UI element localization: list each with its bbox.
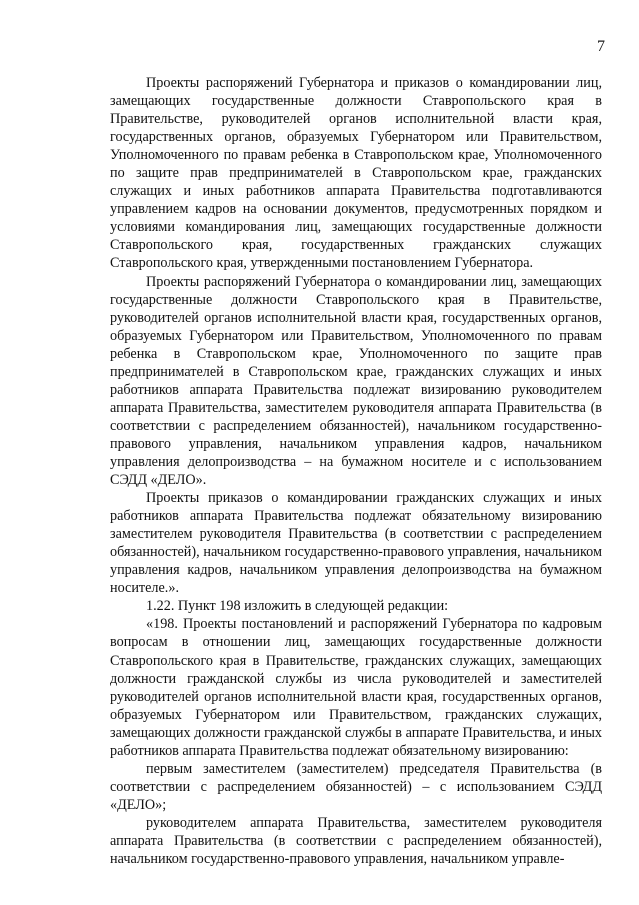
paragraph-business-trip-preparation: Проекты распоряжений Губернатора и приказов о командировании лиц, замещающих государственные должности Ставропольского края в Правительстве, руководителей органов исполнительной власти края, государственных органов, образуемых Губернатором или Правительством, Уполномоченного по правам ребенка в Ставропольском крае, Уполномоченного по защите прав предпринимателей в Ставропольском крае, гражданских служащих и иных работников аппарата Правительства подготавливаются управлением кадров на основании документов, предусмотренных порядком и условиями командирования лиц, замещающих государственные должности Ставропольского края, государственных гражданских служащих Ставропольского края, утвержденными постановлением Губернатора.	[110, 75, 602, 272]
document-body	[110, 74, 602, 868]
paragraph-governor-orders-approval: Проекты распоряжений Губернатора о командировании лиц, замещающих государственные должности Ставропольского края в Правительстве, руководителей органов исполнительной власти края, государственных органов, образуемых Губернатором или Правительством, Уполномоченного по правам ребенка в Ставропольском крае, Уполномоченного по защите прав предпринимателей в Ставропольском крае, гражданских служащих и иных работников аппарата Правительства подлежат визированию руководителем аппарата Правительства, заместителем руководителя аппарата Правительства (в соответствии с распределением обязанностей), начальником государственно-правового управления, начальником управления кадров, начальником управления делопроизводства – на бумажном носителе и с использованием СЭДД «ДЕЛО».	[110, 273, 602, 489]
paragraph-clause-198: «198. Проекты постановлений и распоряжений Губернатора по кадровым вопросам в отношении лиц, замещающих государственные должности Ставропольского края в Правительстве, гражданских служащих, замещающих должности гражданской службы из числа руководителей и заместителей руководителей органов исполнительной власти края, государственных органов, образуемых Губернатором или Правительством, гражданских служащих, замещающих должности гражданской службы в аппарате Правительства, и иных работников аппарата Правительства подлежат обязательному визированию:	[110, 616, 602, 759]
page-number: 7	[597, 38, 605, 55]
paragraph-first-deputy-approval: первым заместителем (заместителем) председателя Правительства (в соответствии с распределением обязанностей) – с использованием СЭДД «ДЕЛО»;	[110, 760, 602, 813]
paragraph-staff-orders-approval: Проекты приказов о командировании гражданских служащих и иных работников аппарата Правительства подлежат обязательному визированию заместителем руководителя Правительства (в соответствии с распределением обязанностей), начальником государственно-правового управления, начальником управления кадров, начальником управления делопроизводства на бумажном носителе.».	[110, 490, 602, 597]
paragraph-clause-amendment: 1.22. Пункт 198 изложить в следующей редакции:	[146, 598, 449, 615]
paragraph-apparatus-head-approval: руководителем аппарата Правительства, заместителем руководителя аппарата Правительства (в соответствии с распределением обязанностей), начальником государственно-правового управления, начальником управле-	[110, 814, 602, 868]
